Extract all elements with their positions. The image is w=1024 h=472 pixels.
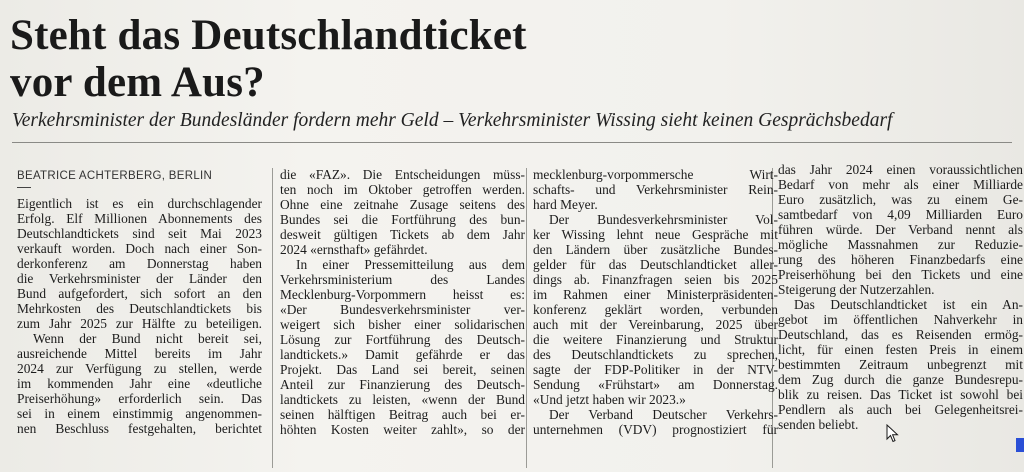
text-line: ausreichende Mittel bereits im Jahr (17, 347, 262, 361)
text-line: 2024 zur Verfügung zu stellen, werde (17, 362, 262, 376)
text-line: «Der Bundesverkehrsminister ver- (280, 303, 525, 317)
text-line: ten noch im Oktober getroffen werden. (280, 183, 525, 197)
headline-line-1: Steht das Deutschlandticket (10, 12, 527, 59)
text-line: Projekt. Das Land sei bereit, seinen (280, 363, 525, 377)
text-line: Preiserhöhung bei den Tickets und eine (778, 268, 1023, 282)
text-line: mecklenburg-vorpommersche Wirt- (533, 168, 778, 182)
text-line: ker Wissing lehnt neue Gespräche mit (533, 228, 778, 242)
text-line: führen würde. Der Verband nennt als (778, 223, 1023, 237)
text-line: Erfolg. Elf Millionen Abonnements des (17, 212, 262, 226)
text-line: des Deutschlandtickets zu sprechen, (533, 348, 778, 362)
text-line: senden beliebt. (778, 418, 859, 432)
text-line: Wenn der Bund nicht bereit sei, (33, 332, 262, 346)
text-line: die Verkehrsminister der Länder den (17, 272, 262, 286)
text-line: derkonferenz am Donnerstag haben (17, 257, 262, 271)
text-line: landtickets.» Damit gefährde er das (280, 348, 525, 362)
text-line: Sendung «Frühstart» am Donnerstag. (533, 378, 778, 392)
mouse-cursor-icon (886, 424, 899, 443)
text-line: unternehmen (VDV) prognostiziert für (533, 423, 778, 437)
text-line: blik zu reisen. Das Ticket ist sowohl bei (778, 388, 1023, 402)
text-line: im Rahmen einer Ministerpräsidenten- (533, 288, 778, 302)
text-line: Mecklenburg-Vorpommern heisst es: (280, 288, 525, 302)
article-column-1 (17, 0, 262, 472)
text-line: mögliche Massnahmen zur Reduzie- (778, 238, 1023, 252)
text-line: nen Beschluss festgehalten, berichtet (17, 422, 262, 436)
text-line: sagte der FDP-Politiker in der NTV- (533, 363, 778, 377)
byline: BEATRICE ACHTERBERG, BERLIN (17, 170, 213, 182)
text-line: Verkehrsministerium des Landes (280, 273, 525, 287)
text-line: Der Verband Deutscher Verkehrs- (549, 408, 778, 422)
text-line: das Jahr 2024 einen voraussichtlichen (778, 163, 1023, 177)
screen-edge-indicator-icon (1016, 438, 1024, 452)
text-line: Eigentlich ist es ein durchschlagender (17, 197, 262, 211)
subheadline: Verkehrsminister der Bundesländer fordern mehr Geld – Verkehrsminister Wissing sieht keinen Gesprächsbedarf (12, 110, 893, 131)
text-line: verkauft worden. Doch nach einer Son- (17, 242, 262, 256)
text-line: seinen hälftigen Beitrag auch bei er- (280, 408, 525, 422)
text-line: Deutschlandtickets sind seit Mai 2023 (17, 227, 262, 241)
text-line: Anteil zur Finanzierung des Deutsch- (280, 378, 525, 392)
text-line: sei in einem einstimmig angenommen- (17, 407, 262, 421)
text-line: Euro zusätzlich, was zu einem Ge- (778, 193, 1023, 207)
text-line: bestimmten Zeitraum unbegrenzt mit (778, 358, 1023, 372)
text-line: im kommenden Jahr eine «deutliche (17, 377, 262, 391)
article-column-4 (778, 0, 1023, 472)
text-line: Bedarf von mehr als einer Milliarde (778, 178, 1023, 192)
text-line: Deutschland, das es Reisenden ermög- (778, 328, 1023, 342)
text-line: zum Jahr 2025 zur Hälfte zu beteiligen. (17, 317, 262, 331)
text-line: landtickets zu leisten, «wenn der Bund (280, 393, 525, 407)
text-line: rung des höheren Finanzbedarfs eine (778, 253, 1023, 267)
text-line: dings ab. Finanzfragen seien bis 2025 (533, 273, 778, 287)
text-line: licht, für einen festen Preis in einem (778, 343, 1023, 357)
text-line: Bundes sei die Fortführung des bun- (280, 213, 525, 227)
text-line: Mehrkosten des Deutschlandtickets bis (17, 302, 262, 316)
text-line: höhten Kosten weiter zahlt», so der (280, 423, 525, 437)
text-line: Das Deutschlandticket ist ein An- (794, 298, 1023, 312)
column-divider (272, 168, 273, 468)
text-line: samtbedarf von 4,09 Milliarden Euro (778, 208, 1023, 222)
article-column-3 (533, 0, 778, 472)
text-line: auch mit der Vereinbarung, 2025 über (533, 318, 778, 332)
text-line: konferenz geklärt worden, verbunden (533, 303, 778, 317)
text-line: Lösung zur Fortführung des Deutsch- (280, 333, 525, 347)
text-line: den Ländern über zusätzliche Bundes- (533, 243, 778, 257)
text-line: die «FAZ». Die Entscheidungen müss- (280, 168, 525, 182)
text-line: Steigerung der Nutzerzahlen. (778, 283, 935, 297)
column-divider (526, 168, 527, 468)
text-line: 2024 «ernsthaft» gefährdet. (280, 243, 428, 257)
text-line: «Und jetzt haben wir 2023.» (533, 393, 686, 407)
text-line: In einer Pressemitteilung aus dem (296, 258, 525, 272)
text-line: Preiserhöhung» erforderlich sein. Das (17, 392, 262, 406)
text-line: weigert sich bisher einer solidarischen (280, 318, 525, 332)
text-line: Der Bundesverkehrsminister Vol- (549, 213, 778, 227)
text-line: gebot im öffentlichen Nahverkehr in (778, 313, 1023, 327)
text-line: die weitere Finanzierung und Struktur (533, 333, 778, 347)
text-line: Pendlern als auch bei Gelegenheitsrei- (778, 403, 1023, 417)
text-line: hard Meyer. (533, 198, 598, 212)
article-column-2 (280, 0, 525, 472)
text-line: schafts- und Verkehrsminister Rein- (533, 183, 778, 197)
text-line: Ohne eine zeitnahe Zusage seitens des (280, 198, 525, 212)
text-line: dem Zug durch die ganze Bundesrepu- (778, 373, 1023, 387)
text-line: gelder für das Deutschlandticket aller- (533, 258, 778, 272)
text-line: desweit gültigen Tickets ab dem Jahr (280, 228, 525, 242)
headline-line-2: vor dem Aus? (10, 59, 265, 106)
text-line: Bund aufgefordert, sich sofort an den (17, 287, 262, 301)
